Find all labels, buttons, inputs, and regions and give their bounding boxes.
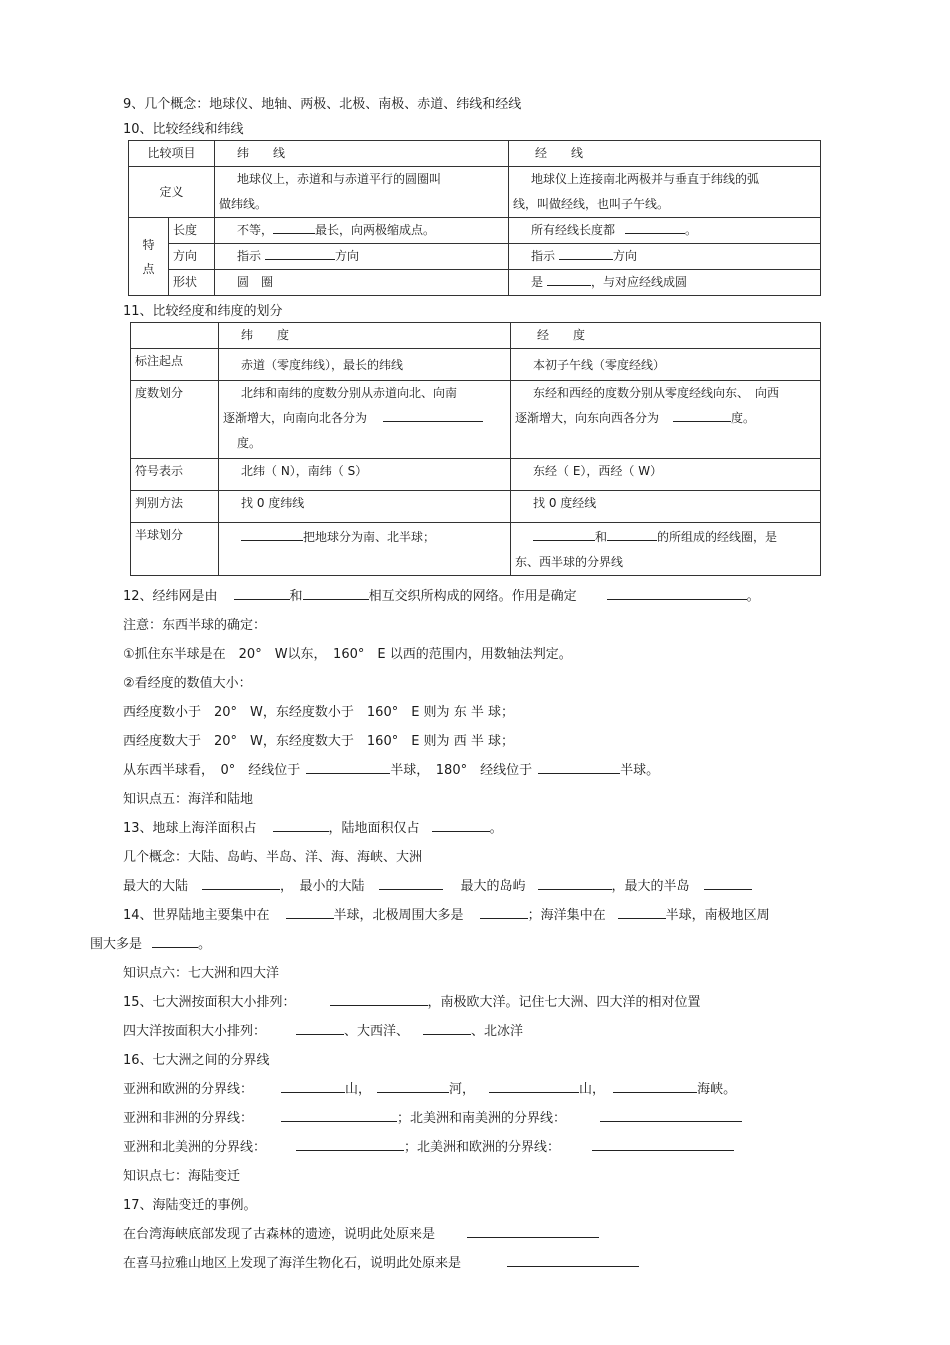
length-label: 长度 xyxy=(169,218,215,244)
header-longitude: 经 度 xyxy=(511,323,821,349)
shape-lon-b: ，与对应经线成圆 xyxy=(591,275,688,289)
q16-line2 xyxy=(123,1107,742,1126)
knowledge-point-5: 知识点五：海洋和陆地 xyxy=(123,792,254,807)
hemisphere-lat-text: 把地球分为南、北半球； xyxy=(303,530,436,544)
blank[interactable] xyxy=(592,1138,734,1151)
hemisphere-lon-line1 xyxy=(515,525,816,550)
blank[interactable] xyxy=(467,1225,599,1238)
row-symbol-lon: 东经（ E），西经（ W） xyxy=(511,459,821,491)
direction-label: 方向 xyxy=(169,244,215,270)
blank[interactable] xyxy=(383,409,483,422)
def-lon xyxy=(509,167,821,218)
oceans-a: 四大洋按面积大小排列： xyxy=(123,1024,267,1039)
feature-label-2: 点 xyxy=(142,261,155,276)
hemisphere-lon-line2: 东、西半球的分界线 xyxy=(515,555,624,569)
q14-d: 半球，南极地区周 xyxy=(665,908,770,923)
def-label: 定义 xyxy=(129,167,215,218)
row-division-lat xyxy=(219,381,511,459)
q15-line xyxy=(123,991,701,1010)
q14-line2 xyxy=(90,933,211,952)
blank[interactable] xyxy=(600,1109,742,1122)
q16-l1a: 亚洲和欧洲的分界线： xyxy=(123,1082,254,1097)
row-symbol-label: 符号表示 xyxy=(131,459,219,491)
note-line5 xyxy=(123,759,659,778)
blank[interactable] xyxy=(618,906,666,919)
q12-b: 和 xyxy=(289,589,303,604)
q12-c: 相互交织所构成的网络。作用是确定 xyxy=(368,589,577,604)
q16-l3b: ；北美洲和欧洲的分界线： xyxy=(404,1140,561,1155)
length-lon xyxy=(509,218,821,244)
header-empty xyxy=(131,323,219,349)
q16-line1 xyxy=(123,1078,736,1097)
blank[interactable] xyxy=(202,877,280,890)
row-start-lon: 本初子午线（零度经线） xyxy=(511,349,821,381)
q14-line1 xyxy=(123,904,770,923)
knowledge-point-7: 知识点七：海陆变迁 xyxy=(123,1169,241,1184)
blank[interactable] xyxy=(273,819,329,832)
direction-lon-b: 方向 xyxy=(613,249,638,263)
note-title: 注意：东西半球的确定： xyxy=(123,618,267,633)
row-symbol-lat: 北纬（ N），南纬（ S） xyxy=(219,459,511,491)
note-line5-a: 从东西半球看， 0° 经线位于 xyxy=(123,763,301,778)
blank[interactable] xyxy=(306,761,390,774)
header-lat: 纬 线 xyxy=(215,141,509,167)
q10-title: 10、比较经线和纬线 xyxy=(123,122,244,137)
length-lat-a: 不等， xyxy=(237,223,274,237)
division-lat-line2 xyxy=(223,406,506,431)
blank[interactable] xyxy=(296,1138,404,1151)
q13-a: 13、地球上海洋面积占 xyxy=(123,821,257,836)
q16-l1c: 河， xyxy=(449,1082,476,1097)
q13-line xyxy=(123,817,503,836)
feature-label xyxy=(129,218,169,296)
blank[interactable] xyxy=(379,877,443,890)
note-line5-c: 半球。 xyxy=(620,763,660,778)
direction-lon xyxy=(509,244,821,270)
length-lat xyxy=(215,218,509,244)
row-hemisphere-lon xyxy=(511,523,821,576)
def-lat-line2: 做纬线。 xyxy=(219,197,268,211)
division-lat-line3: 度。 xyxy=(237,436,262,450)
header-lon: 经 线 xyxy=(509,141,821,167)
shape-lon-a: 是 xyxy=(531,275,544,289)
hemisphere-lon-a: 和 xyxy=(595,530,608,544)
direction-lat-a: 指示 xyxy=(237,249,262,263)
q14-c: ；海洋集中在 xyxy=(527,908,606,923)
q17-line2 xyxy=(123,1252,639,1271)
q16-l1e: 海峡。 xyxy=(697,1082,737,1097)
row-hemisphere-lat xyxy=(219,523,511,576)
division-lon-line2-end: 度。 xyxy=(731,411,756,425)
blank[interactable] xyxy=(423,1022,471,1035)
blank[interactable] xyxy=(538,877,612,890)
q15-a: 15、七大洲按面积大小排列： xyxy=(123,995,296,1010)
shape-lat: 圆 圈 xyxy=(215,270,509,296)
lon-lat-compare-table xyxy=(128,140,821,296)
largest-a: 最大的大陆 xyxy=(123,879,189,894)
q14-a: 14、世界陆地主要集中在 xyxy=(123,908,270,923)
header-latitude: 纬 度 xyxy=(219,323,511,349)
note-line5-b: 半球， 180° 经线位于 xyxy=(390,763,533,778)
q16-line3 xyxy=(123,1136,734,1155)
largest-line xyxy=(123,875,752,894)
q12-d: 。 xyxy=(746,589,760,604)
blank[interactable] xyxy=(613,1080,697,1093)
blank[interactable] xyxy=(559,247,613,260)
blank[interactable] xyxy=(607,587,747,600)
division-lat-line1: 北纬和南纬的度数分别从赤道向北、向南 xyxy=(241,386,458,400)
feature-label-1: 特 xyxy=(142,237,155,252)
length-lat-b: 最长，向两极缩成点。 xyxy=(315,223,436,237)
largest-d: ，最大的半岛 xyxy=(611,879,690,894)
blank[interactable] xyxy=(377,1080,449,1093)
direction-lat xyxy=(215,244,509,270)
note-line1: ①抓住东半球是在 20° W以东， 160° E 以西的范围内，用数轴法判定。 xyxy=(123,647,572,662)
q13-b: ，陆地面积仅占 xyxy=(328,821,420,836)
blank[interactable] xyxy=(273,221,315,234)
concepts-line: 几个概念：大陆、岛屿、半岛、洋、海、海峡、大洲 xyxy=(123,850,423,865)
def-lon-line1: 地球仪上连接南北两极并与垂直于纬线的弧 xyxy=(531,172,760,186)
blank[interactable] xyxy=(547,273,591,286)
blank[interactable] xyxy=(241,528,303,541)
blank[interactable] xyxy=(330,993,428,1006)
oceans-line xyxy=(123,1020,523,1039)
blank[interactable] xyxy=(296,1022,344,1035)
q17-l2: 在喜马拉雅山地区上发现了海洋生物化石，说明此处原来是 xyxy=(123,1256,462,1271)
q17-title: 17、海陆变迁的事例。 xyxy=(123,1198,257,1213)
blank[interactable] xyxy=(507,1254,639,1267)
blank[interactable] xyxy=(607,528,657,541)
shape-label: 形状 xyxy=(169,270,215,296)
largest-b: ， 最小的大陆 xyxy=(280,879,365,894)
blank[interactable] xyxy=(480,906,528,919)
q9-text: 9、几个概念：地球仪、地轴、两极、北极、南极、赤道、纬线和经线 xyxy=(123,97,522,112)
largest-c: 最大的岛屿 xyxy=(460,879,526,894)
knowledge-point-6: 知识点六：七大洲和四大洋 xyxy=(123,966,280,981)
row-division-lon xyxy=(511,381,821,459)
q16-l2b: ；北美洲和南美洲的分界线： xyxy=(397,1111,567,1126)
degree-compare-table xyxy=(130,322,821,576)
header-item: 比较项目 xyxy=(129,141,215,167)
blank[interactable] xyxy=(265,247,335,260)
division-lon-line2 xyxy=(515,406,816,431)
blank[interactable] xyxy=(432,819,490,832)
q16-l1d: 山， xyxy=(579,1082,606,1097)
note-line3: 西经度数小于 20° W，东经度数小于 160° E 则为 东 半 球； xyxy=(123,705,514,720)
blank[interactable] xyxy=(673,409,731,422)
blank[interactable] xyxy=(234,587,290,600)
q14-f: 。 xyxy=(198,937,212,952)
row-hemisphere-label: 半球划分 xyxy=(131,523,219,576)
blank[interactable] xyxy=(286,906,334,919)
q16-title: 16、七大洲之间的分界线 xyxy=(123,1053,270,1068)
q17-line1 xyxy=(123,1223,599,1242)
def-lon-line2: 线，叫做经线，也叫子午线。 xyxy=(513,197,670,211)
def-lat-line1: 地球仪上，赤道和与赤道平行的圆圈叫 xyxy=(237,172,442,186)
direction-lat-b: 方向 xyxy=(335,249,360,263)
row-method-label: 判别方法 xyxy=(131,491,219,523)
blank[interactable] xyxy=(625,221,685,234)
row-method-lat: 找 0 度纬线 xyxy=(219,491,511,523)
division-lat-line2-text: 逐渐增大，向南向北各分为 xyxy=(223,411,368,425)
oceans-c: 、北冰洋 xyxy=(471,1024,524,1039)
division-lon-line2-text: 逐渐增大，向东向西各分为 xyxy=(515,411,660,425)
note-line4: 西经度数大于 20° W，东经度数大于 160° E 则为 西 半 球； xyxy=(123,734,514,749)
hemisphere-lon-b: 的所组成的经线圈，是 xyxy=(657,530,778,544)
division-lon-line1: 东经和西经的度数分别从零度经线向东、 向西 xyxy=(533,386,780,400)
q13-c: 。 xyxy=(489,821,503,836)
blank[interactable] xyxy=(281,1080,345,1093)
note-line2: ②看经度的数值大小： xyxy=(123,676,252,691)
blank[interactable] xyxy=(704,877,752,890)
row-method-lon: 找 0 度经线 xyxy=(511,491,821,523)
blank[interactable] xyxy=(489,1080,579,1093)
row-start-label: 标注起点 xyxy=(131,349,219,381)
def-lat xyxy=(215,167,509,218)
q14-b: 半球，北极周围大多是 xyxy=(333,908,464,923)
oceans-b: 、大西洋、 xyxy=(344,1024,410,1039)
shape-lon xyxy=(509,270,821,296)
length-lon-a: 所有经线长度都 xyxy=(531,223,616,237)
row-start-lat: 赤道（零度纬线），最长的纬线 xyxy=(219,349,511,381)
blank[interactable] xyxy=(533,528,595,541)
q16-l1b: 山， xyxy=(345,1082,372,1097)
q14-e: 围大多是 xyxy=(90,937,143,952)
blank[interactable] xyxy=(281,1109,397,1122)
row-division-label: 度数划分 xyxy=(131,381,219,459)
q16-l2a: 亚洲和非洲的分界线： xyxy=(123,1111,254,1126)
q11-title: 11、比较经度和纬度的划分 xyxy=(123,304,283,319)
direction-lon-a: 指示 xyxy=(531,249,556,263)
q12-a: 12、经纬网是由 xyxy=(123,589,218,604)
q16-l3a: 亚洲和北美洲的分界线： xyxy=(123,1140,267,1155)
blank[interactable] xyxy=(152,935,198,948)
blank[interactable] xyxy=(303,587,369,600)
blank[interactable] xyxy=(538,761,620,774)
length-lon-b: 。 xyxy=(685,223,698,237)
q17-l1: 在台湾海峡底部发现了古森林的遗迹，说明此处原来是 xyxy=(123,1227,436,1242)
q12-line xyxy=(123,585,760,604)
q15-b: ，南极欧大洋。记住七大洲、四大洋的相对位置 xyxy=(427,995,701,1010)
